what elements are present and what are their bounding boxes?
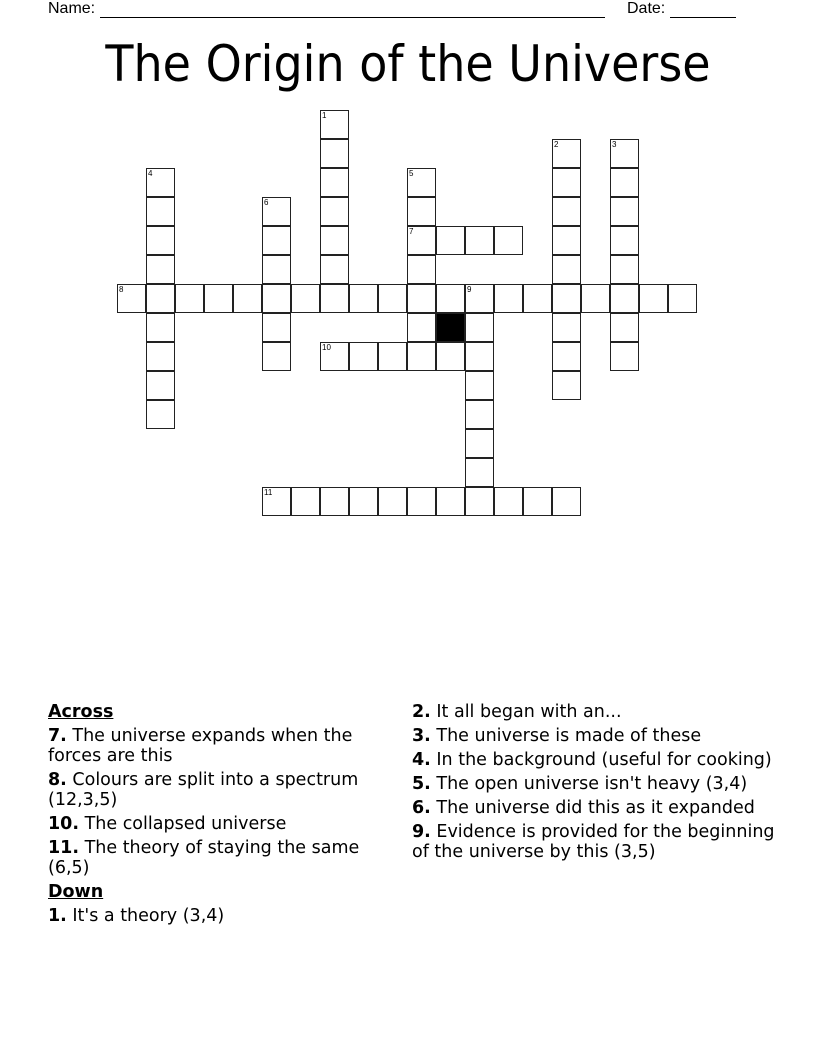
grid-cell[interactable] [407, 313, 436, 342]
grid-cell[interactable] [494, 284, 523, 313]
clue-down-2: 2. It all began with an... [412, 702, 622, 722]
clue-across-11: 11. The theory of staying the same (6,5) [48, 838, 360, 878]
grid-cell[interactable] [146, 342, 175, 371]
grid-cell[interactable] [552, 139, 581, 168]
clue-number: 9 [467, 285, 472, 294]
across-heading: Across [48, 702, 114, 722]
grid-cell[interactable] [320, 226, 349, 255]
clue-number: 5 [409, 169, 414, 178]
grid-cell[interactable] [407, 168, 436, 197]
grid-cell[interactable] [523, 487, 552, 516]
grid-cell[interactable] [610, 284, 639, 313]
grid-cell[interactable] [146, 226, 175, 255]
grid-cell[interactable] [117, 284, 146, 313]
grid-cell[interactable] [146, 197, 175, 226]
clue-number: 1 [322, 111, 327, 120]
clues-right-column [412, 702, 792, 866]
grid-cell[interactable] [465, 371, 494, 400]
grid-cell[interactable] [407, 255, 436, 284]
grid-cell[interactable] [175, 284, 204, 313]
clue-number: 2 [554, 140, 559, 149]
grid-cell[interactable] [465, 284, 494, 313]
grid-cell[interactable] [262, 313, 291, 342]
grid-cell[interactable] [291, 487, 320, 516]
clue-number: 4 [148, 169, 153, 178]
grid-cell[interactable] [465, 487, 494, 516]
grid-cell[interactable] [262, 197, 291, 226]
grid-cell[interactable] [610, 342, 639, 371]
clues-left-column [48, 702, 398, 930]
grid-cell[interactable] [610, 197, 639, 226]
grid-cell[interactable] [668, 284, 697, 313]
grid-cell[interactable] [610, 168, 639, 197]
grid-cell[interactable] [523, 284, 552, 313]
clue-down-6: 6. The universe did this as it expanded [412, 798, 755, 818]
clue-number: 10 [322, 343, 331, 352]
clue-number: 6 [264, 198, 269, 207]
clue-number: 3 [612, 140, 617, 149]
clue-down-9: 9. Evidence is provided for the beginning of the universe by this (3,5) [412, 822, 775, 862]
grid-cell[interactable] [407, 197, 436, 226]
grid-cell[interactable] [552, 342, 581, 371]
grid-cell[interactable] [146, 313, 175, 342]
grid-cell[interactable] [465, 429, 494, 458]
grid-cell[interactable] [465, 226, 494, 255]
clue-down-4: 4. In the background (useful for cooking) [412, 750, 772, 770]
clue-down-5: 5. The open universe isn't heavy (3,4) [412, 774, 748, 794]
grid-cell[interactable] [378, 284, 407, 313]
grid-cell[interactable] [465, 342, 494, 371]
grid-cell[interactable] [552, 371, 581, 400]
grid-cell[interactable] [407, 284, 436, 313]
clue-across-7: 7. The universe expands when the forces are this [48, 726, 353, 766]
grid-cell[interactable] [349, 487, 378, 516]
grid-cell[interactable] [407, 342, 436, 371]
grid-cell[interactable] [146, 255, 175, 284]
clue-number: 11 [264, 488, 273, 497]
grid-cell[interactable] [262, 284, 291, 313]
grid-cell[interactable] [378, 487, 407, 516]
date-label: Date: [627, 0, 666, 17]
grid-cell[interactable] [552, 255, 581, 284]
name-label: Name: [48, 0, 96, 17]
grid-cell[interactable] [291, 284, 320, 313]
grid-cell[interactable] [465, 313, 494, 342]
grid-cell[interactable] [262, 255, 291, 284]
grid-cell[interactable] [610, 226, 639, 255]
grid-cell[interactable] [552, 197, 581, 226]
grid-cell[interactable] [552, 313, 581, 342]
grid-cell[interactable] [146, 284, 175, 313]
clue-across-10: 10. The collapsed universe [48, 814, 287, 834]
black-cell [436, 313, 465, 342]
grid-cell[interactable] [320, 487, 349, 516]
page-title: The Origin of the Universe [105, 35, 711, 93]
grid-cell[interactable] [233, 284, 262, 313]
grid-cell[interactable] [610, 313, 639, 342]
grid-cell[interactable] [320, 342, 349, 371]
clue-down-1: 1. It's a theory (3,4) [48, 906, 225, 926]
grid-cell[interactable] [436, 226, 465, 255]
grid-cell[interactable] [204, 284, 233, 313]
grid-cell[interactable] [320, 284, 349, 313]
grid-cell[interactable] [610, 255, 639, 284]
grid-cell[interactable] [465, 458, 494, 487]
grid-cell[interactable] [146, 371, 175, 400]
grid-cell[interactable] [320, 139, 349, 168]
grid-cell[interactable] [349, 284, 378, 313]
grid-cell[interactable] [262, 487, 291, 516]
grid-cell[interactable] [262, 226, 291, 255]
grid-cell[interactable] [436, 342, 465, 371]
grid-cell[interactable] [552, 168, 581, 197]
grid-cell[interactable] [552, 284, 581, 313]
grid-cell[interactable] [407, 226, 436, 255]
grid-cell[interactable] [494, 226, 523, 255]
grid-cell[interactable] [436, 487, 465, 516]
grid-cell[interactable] [146, 168, 175, 197]
grid-cell[interactable] [349, 342, 378, 371]
clue-across-8: 8. Colours are split into a spectrum (12,3,5) [48, 770, 359, 810]
grid-cell[interactable] [465, 400, 494, 429]
clue-number: 8 [119, 285, 124, 294]
grid-cell[interactable] [320, 255, 349, 284]
grid-cell[interactable] [320, 110, 349, 139]
clue-number: 7 [409, 227, 414, 236]
grid-cell[interactable] [581, 284, 610, 313]
clue-down-3: 3. The universe is made of these [412, 726, 702, 746]
down-heading: Down [48, 882, 104, 902]
grid-cell[interactable] [407, 487, 436, 516]
grid-cell[interactable] [320, 168, 349, 197]
grid-cell[interactable] [552, 487, 581, 516]
grid-cell[interactable] [610, 139, 639, 168]
grid-cell[interactable] [436, 284, 465, 313]
grid-cell[interactable] [146, 400, 175, 429]
grid-cell[interactable] [639, 284, 668, 313]
grid-cell[interactable] [320, 197, 349, 226]
grid-cell[interactable] [494, 487, 523, 516]
grid-cell[interactable] [378, 342, 407, 371]
grid-cell[interactable] [262, 342, 291, 371]
grid-cell[interactable] [552, 226, 581, 255]
